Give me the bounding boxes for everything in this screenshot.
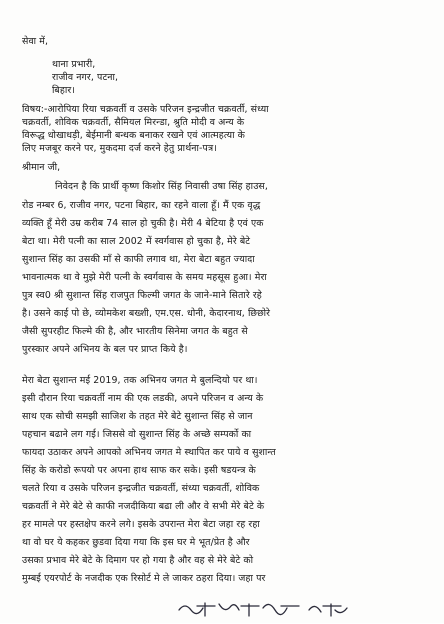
paragraph2-line: हर मामले पर हस्तक्षेप करने लगे। इसके उपरान्त मेरा बेटा जहा रह रहा [22, 519, 260, 530]
addressee-line: राजीव नगर, पटना, [52, 72, 119, 83]
paragraph1-line: पुरस्कार अपने अभिनय के बल पर प्राप्त किये है। [22, 344, 188, 355]
paragraph1-line: निवेदन है कि प्रार्थी कृष्ण किशोर सिंह निवासी उषा सिंह हाउस, [55, 181, 268, 192]
paragraph1-line: बेटा था। मेरी पत्नी का साल 2002 में स्वर्गवास हो चुका है, मेरे बेटे [22, 236, 251, 247]
paragraph2-line: था वो घर ये कहकर छुडवा दिया गया कि इस घर मे भूत/प्रेत है और [22, 537, 250, 548]
paragraph1-line: व्यक्ति हूँ मेरी उम्र करीब 74 साल हो चुकी है। मेरी 4 बेटिया है एवं एक [22, 218, 264, 229]
paragraph2-line: मुम्बई एयरपोर्ट के नजदीक एक रिसोर्ट मे ले जाकर ठहरा दिया। जहा पर [22, 573, 266, 584]
paragraph2-line: चलते रिया व उसके परिजन इन्द्रजीत चक्रवर्ती, संध्या चक्रवर्ती, शोविक [22, 483, 260, 494]
paragraph2-line: फायदा उठाकर अपने आपको अभिनय जगत मे स्थापित कर पाये व सुशान्त [22, 447, 276, 458]
paragraph1-line: रोड नम्बर 6, राजीव नगर, पटना बिहार, का रहने वाला हूँ। मैं एक वृद्ध [22, 200, 261, 211]
paragraph2-line: मेरा बेटा सुशान्त मई 2019, तक अभिनय जगत मे बुलन्दियो पर था। [22, 375, 258, 386]
paragraph1-line: भावनात्मक था वे मुझे मेरी पत्नी के स्वर्गवास के समय महसूस हुआ। मेरा [22, 272, 267, 283]
paragraph1-line: पुत्र स्व0 श्री सुशान्त सिंह राजपुत फिल्मी जगत के जाने-माने सितारे रहे [22, 290, 262, 301]
subject-line: विषय:-आरोपिया रिया चक्रवर्ती व उसके परिजन इन्द्रजीत चक्रवर्ती, संध्या [22, 104, 269, 115]
greeting: श्रीमान जी, [22, 162, 61, 173]
paragraph2-line: इसी दौरान रिया चक्रवर्ती नाम की एक लडकी, अपने परिजन व अन्य के [22, 393, 264, 404]
subject-line: लिए मजबूर करने पर, मुकदमा दर्ज करने हेतु प्रार्थना-पत्र। [22, 143, 217, 154]
paragraph1-line: सुशान्त सिंह का उसकी माँ से काफी लगाव था, मेरा बेटा बहुत ज्यादा [22, 254, 255, 265]
paragraph1-line: है। उसने काई पो छे, व्योमकेश बख्शी, एम.एस. धोनी, केदारनाथ, छिछोरे [22, 308, 271, 319]
paragraph2-line: उसका प्रभाव मेरे बेटे के दिमाग पर हो गया है और वह से मेरे बेटे को [22, 555, 254, 566]
paragraph2-line: साथ एक सोची समझी साजिश के तहत मेरे बेटे सुशान्त सिंह से जान [22, 411, 253, 422]
paragraph2-line: पहचान बढाने लग गई। जिससे वो सुशान्त सिंह के अच्छे सम्पर्को का [22, 429, 252, 440]
subject-line: चक्रवर्ती, शोविक चक्रवर्ती, सैमियल मिरन्डा, श्रुति मोदी व अन्य के [22, 117, 245, 128]
paragraph1-line: जैसी सुपरहीट फिल्मे की है, और भारतीय सिनेमा जगत के बहुत से [22, 326, 248, 337]
handwritten-signature [175, 598, 355, 620]
salutation-to: सेवा में, [22, 36, 49, 47]
paragraph2-line: सिंह के करोडो रूपयो पर अपना हाथ साफ कर सके। इसी षडयन्त्र के [22, 465, 256, 476]
paragraph2-line: चक्रवर्ती ने मेरे बेटे से काफी नजदीकिया बढा ली और वे सभी मेरे बेटे के [22, 501, 265, 512]
subject-line: विरूद्ध धोखाधड़ी, बेईमानी बन्धक बनाकर रखने एवं आत्महत्या के [22, 130, 245, 141]
addressee-line: थाना प्रभारी, [52, 59, 96, 70]
addressee-line: बिहार। [52, 85, 75, 96]
